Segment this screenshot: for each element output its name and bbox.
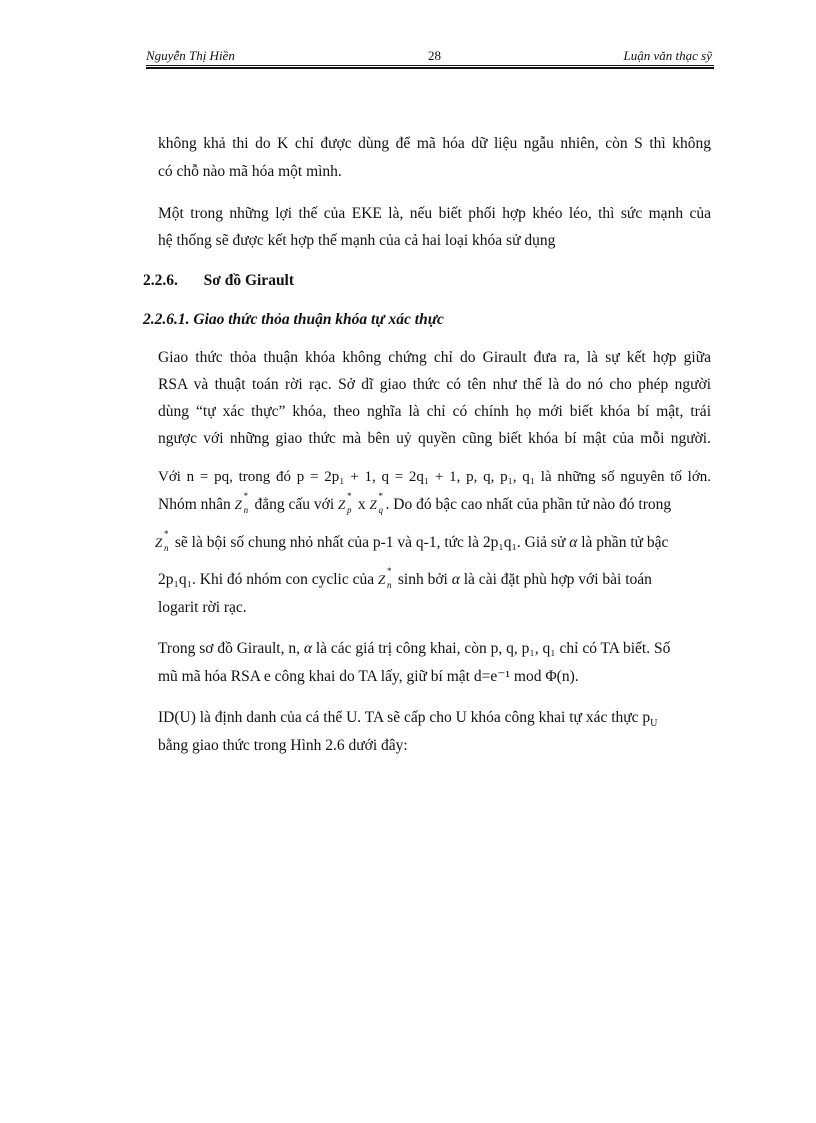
header-rule-thin (146, 65, 714, 66)
para-3-line-2: RSA và thuật toán rời rạc. Sở dĩ giao thức có tên như thế là do nó cho phép người (158, 376, 711, 393)
para-5-line-1: ID(U) là định danh của cá thể U. TA sẽ cấp cho U khóa công khai tự xác thực $p_U$ (158, 709, 658, 730)
header-author: Nguyễn Thị Hiền (146, 48, 235, 63)
section-heading (143, 270, 294, 292)
para-2-line-2: hệ thống sẽ được kết hợp thế mạnh của cả hai loại khóa sử dụng (158, 232, 556, 249)
z-p-star-symbol: Z * p (338, 491, 352, 515)
para-3-line-7: Z * n sẽ là bội số chung nhỏ nhất của p-1 và q-1, tức là 2p₁q₁. Giả sử α là phần tử bậc (155, 529, 669, 553)
section-title: Sơ đồ Girault (203, 272, 295, 289)
z-q-star-symbol: Z * q (369, 491, 384, 515)
header-doc-type: Luận văn thạc sỹ (623, 48, 712, 63)
para-3-line-6: Nhóm nhân Z * n đẳng cấu với Z * p x Z * q . Do đó bậc cao nhất của phần tử nào đó trong (158, 491, 672, 515)
header-page-number: 28 (428, 48, 441, 63)
para-3-line-5: Với n = pq, trong đó p = 2p₁ + 1, q = 2q₁ + 1, p, q, p₁, q₁ là những số nguyên tố lớn. (158, 469, 711, 485)
alpha-symbol: α (303, 640, 312, 657)
alpha-symbol: α (451, 571, 460, 588)
para-5-line-2: bằng giao thức trong Hình 2.6 dưới đây: (158, 737, 408, 754)
para-3-line-8: 2p₁q₁. Khi đó nhóm con cyclic của Z * n sinh bởi α là cài đặt phù hợp với bài toán (158, 566, 652, 590)
z-n-star-symbol: Z * n (234, 491, 249, 515)
subsection-heading: 2.2.6.1. Giao thức thỏa thuận khóa tự xác thực (143, 311, 444, 328)
para-3-line-9: logarit rời rạc. (158, 599, 247, 616)
para-4-line-2: mũ mã hóa RSA e công khai do TA lấy, giữ bí mật d=e⁻¹ mod Φ(n). (158, 668, 579, 685)
page-header (146, 48, 712, 66)
para-3-line-1: Giao thức thỏa thuận khóa không chứng chỉ do Girault đưa ra, là sự kết hợp giữa (158, 349, 711, 366)
z-n-star-symbol: Z * n (155, 529, 169, 553)
section-number: 2.2.6. (143, 272, 178, 289)
para-3-line-4: ngược với những giao thức mà bên uỷ quyền cũng biết khóa bí mật của mỗi người. (158, 430, 711, 447)
para-1-line-1: không khả thi do K chỉ được dùng để mã hóa dữ liệu ngẫu nhiên, còn S thì không (158, 135, 711, 152)
para-4-line-1: Trong sơ đồ Girault, n, α là các giá trị công khai, còn p, q, p₁, q₁ chỉ có TA biết. Số (158, 640, 671, 657)
header-rule-thick (146, 67, 714, 69)
para-2-line-1: Một trong những lợi thế của EKE là, nếu biết phối hợp khéo léo, thì sức mạnh của (158, 205, 711, 222)
para-3-line-3: dùng “tự xác thực” khóa, theo nghĩa là chỉ có chính họ mới biết khóa bí mật, trái (158, 403, 711, 420)
para-1-line-2: có chỗ nào mã hóa một mình. (158, 163, 342, 180)
alpha-symbol: α (569, 534, 578, 551)
z-n-star-symbol: Z * n (378, 566, 392, 590)
